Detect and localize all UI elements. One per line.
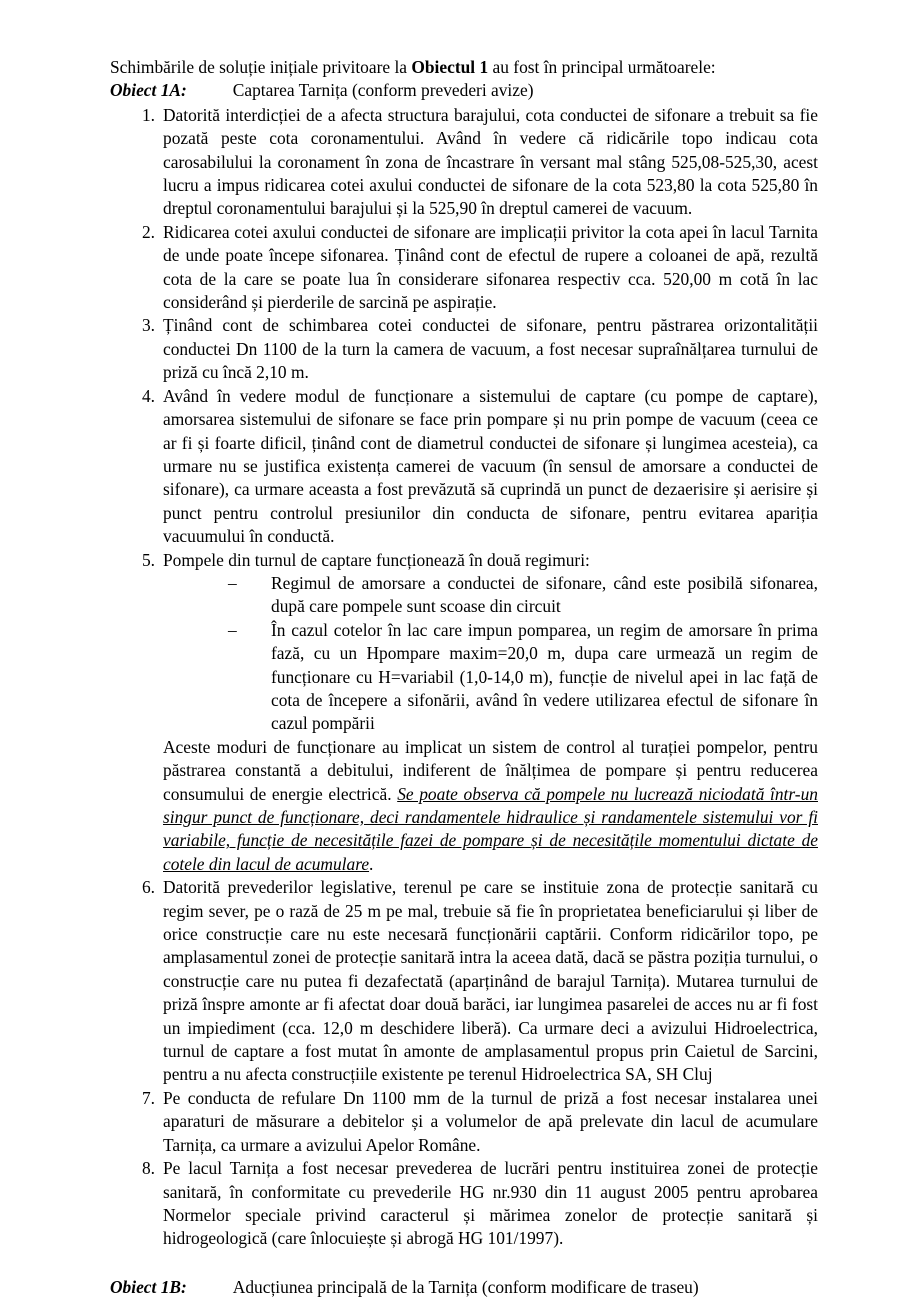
- object-1a-label: Obiect 1A:: [110, 80, 187, 101]
- intro-text-before: Schimbările de soluție inițiale privitoare la: [110, 57, 412, 77]
- changes-list: [110, 104, 818, 1251]
- document-body: [110, 56, 818, 1299]
- list-item-number: 8.: [141, 1158, 155, 1179]
- object-1b-heading: [110, 1276, 818, 1299]
- sub-list-item-text: Regimul de amorsare a conductei de sifonare, când este posibilă sifonarea, după care pompele sunt scoase din circuit: [271, 572, 818, 617]
- list-item: [110, 104, 818, 221]
- list-item-text: Datorită prevederilor legislative, terenul pe care se instituie zona de protecție sanitară cu regim sever, pe o rază de 25 m pe mal, trebuie să fie în proprietatea beneficiarului și liber de orice construcție care nu este necesară funcționării captării. Conform ridicărilor topo, pe amplasamentul zonei de protecție sanitară intra la aceea dată, dacă se păstra poziția turnului, o construcție care nu putea fi dezafectată (aparținând de barajul Tarnița). Mutarea turnului de priză înspre amonte ar fi afectat doar două barăci, iar lungimea pasarelei de acces nu ar fi fost un impiediment (cca. 12,0 m deschidere liberă). Ca urmare deci a avizului Hidroelectrica, turnul de captare a fost mutat în amonte de amplasamentul propus prin Caietul de Sarcini, pentru a nu afecta construcțiile existente pe terenul Hidroelectrica SA, SH Cluj: [163, 877, 818, 1085]
- object-1a-heading: [110, 79, 818, 102]
- list-item-number: 3.: [141, 315, 155, 336]
- object-1b-label: Obiect 1B:: [110, 1276, 187, 1297]
- pump-regimes-sublist: [163, 572, 818, 736]
- list-item-text: Datorită interdicției de a afecta structura barajului, cota conductei de sifonare a trebuit sa fie pozată peste cota coronamentului. Având în vedere că ridicările topo indicau cota carosabilului la coronament în zona de încastrare în versant mal stâng 525,08-525,30, acest lucru a impus ridicarea cotei axului conductei de sifonare de la cota 523,80 la cota 525,80 în dreptul coronamentului barajului și la 525,90 în dreptul camerei de vacuum.: [163, 104, 818, 219]
- list-item: [110, 549, 818, 877]
- list-item-text: Pe lacul Tarnița a fost necesar prevederea de lucrări pentru instituirea zonei de protecție sanitară, în conformitate cu prevederile HG nr.930 din 11 august 2005 pentru aprobarea Normelor speciale privind caracterul și mărimea zonelor de protecție sanitară și hidrogeologică (care înlocuiește și abrogă HG 101/1997).: [163, 1158, 818, 1249]
- list-item: [110, 1157, 818, 1251]
- list-item-number: 5.: [141, 549, 155, 570]
- continuation-emphasized-text: Se poate observa că pompele nu lucrează niciodată într-un singur punct de funcționare, deci randamentele hidraulice și randamentele sistemului vor fi variabile, funcție de necesitățile fazei de pompare și de necesitățile momentului dictate de cotele din lacul de acumulare: [163, 783, 818, 874]
- list-item-number: 4.: [141, 385, 155, 406]
- list-item-text: Ținând cont de schimbarea cotei conductei de sifonare, pentru păstrarea orizontalității conductei Dn 1100 de la turn la camera de vacuum, a fost necesar supraînălțarea turnului de priză cu încă 2,10 m.: [163, 315, 818, 383]
- list-item: [110, 1087, 818, 1157]
- continuation-plain-text: Aceste moduri de funcționare au implicat un sistem de control al turației pompelor, pentru păstrarea constantă a debitului, indiferent de înălțimea de pompare și pentru reducerea consumului de energie electrică.: [163, 736, 818, 804]
- list-item: [110, 314, 818, 384]
- intro-text-after: au fost în principal următoarele:: [488, 57, 716, 77]
- object-1a-title: Captarea Tarnița (conform prevederi avize): [232, 80, 534, 101]
- continuation-tail-text: .: [369, 853, 374, 874]
- list-item-number: 6.: [141, 877, 155, 898]
- list-item-text: Ridicarea cotei axului conductei de sifonare are implicații privitor la cota apei în lacul Tarnita de unde poate începe sifonarea. Ținând cont de efectul de rupere a coloanei de apă, rezultă cota de la care se poate lua în considerare sifonarea respectiv cca. 520,00 m cotă în lac considerând și pierderile de sarcină pe aspirație.: [163, 221, 818, 313]
- intro-paragraph: [110, 56, 818, 79]
- list-item-number: 2.: [141, 221, 155, 242]
- object-1b-title: Aducțiunea principală de la Tarnița (conform modificare de traseu): [232, 1276, 699, 1297]
- list-item-text: Pompele din turnul de captare funcționează în două regimuri:: [163, 549, 590, 570]
- intro-bold-term: Obiectul 1: [411, 57, 489, 77]
- list-item-number: 7.: [141, 1087, 155, 1108]
- item-5-continuation: [163, 736, 818, 876]
- list-item-text: Având în vedere modul de funcționare a sistemului de captare (cu pompe de captare), amorsarea sistemului de sifonare se face prin pompare și nu prin pompe de vacuum (ceea ce ar fi și foarte dificil, ținând cont de diametrul conductei de sifonare și lungimea acesteia), ca urmare nu se justifica existența camerei de vacuum (în sensul de amorsare a conductei de sifonare), ca urmare aceasta a fost prevăzută să cuprindă un punct de dezaerisire și aerisire și punct pentru controlul presiunilor din conducta de sifonare, pentru evitarea apariția vacuumului în conductă.: [163, 385, 818, 547]
- sub-list-item: [228, 619, 818, 736]
- list-item: [110, 876, 818, 1087]
- sub-list-item-text: În cazul cotelor în lac care impun pomparea, un regim de amorsare în prima fază, cu un Hpompare maxim=20,0 m, dupa care urmează un regim de funcționare cu H=variabil (1,0-14,0 m), funcție de nivelul apei in lac față de cota de începere a sifonării, având în vedere utilizarea efectul de sifonare în cazul pompării: [271, 619, 818, 734]
- dash-bullet-icon: –: [228, 619, 237, 640]
- dash-bullet-icon: –: [228, 572, 237, 593]
- list-item: [110, 385, 818, 549]
- section-spacer: [110, 1251, 818, 1276]
- list-item-text: Pe conducta de refulare Dn 1100 mm de la turnul de priză a fost necesar instalarea unei aparaturi de măsurare a debitelor și a volumelor de apă prelevate din lacul de acumulare Tarnița, ca urmare a avizului Apelor Române.: [163, 1087, 818, 1155]
- sub-list-item: [228, 572, 818, 619]
- list-item-number: 1.: [141, 104, 155, 125]
- list-item: [110, 221, 818, 315]
